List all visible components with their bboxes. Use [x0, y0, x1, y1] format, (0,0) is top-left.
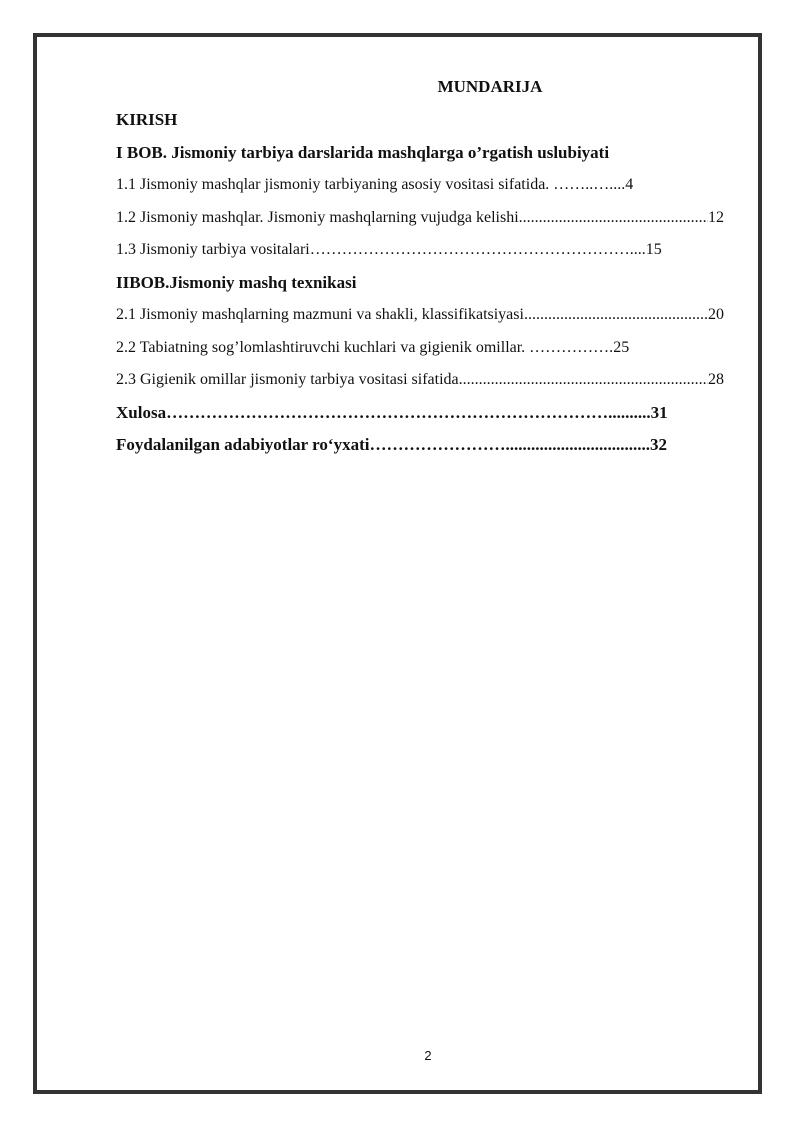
toc-entry-2-3	[116, 364, 724, 397]
page-title: MUNDARIJA	[437, 77, 543, 96]
toc-entry-text: 2.2 Tabiatning sog’lomlashtiruvchi kuchlari va gigienik omillar. …………….	[116, 338, 614, 356]
chapter1-heading: I BOB. Jismoniy tarbiya darslarida mashqlarga o’rgatish uslubiyati	[116, 142, 610, 162]
toc-entry-text: Foydalanilgan adabiyotlar ro‘yxati……………………..................................	[116, 435, 650, 454]
toc-entry-page: 15	[645, 241, 662, 258]
toc-entry-text: 1.3 Jismoniy tarbiya vositalari……………………………………………………....	[116, 241, 646, 258]
toc-entry-2-2	[116, 332, 724, 365]
toc-entry-page: 28	[708, 371, 724, 388]
toc-entry-text: 2.1 Jismoniy mashqlarning mazmuni va shakli, klassifikatsiyasi	[116, 306, 524, 323]
toc-entry-references	[116, 429, 724, 462]
toc-entry-1-2	[116, 202, 724, 235]
toc-entry-text: 1.1 Jismoniy mashqlar jismoniy tarbiyaning asosiy vositasi sifatida. ……..…....	[116, 176, 626, 193]
chapter2-heading: IIBOB.Jismoniy mashq texnikasi	[116, 272, 357, 292]
toc-entry-page: 4	[625, 176, 634, 193]
toc-entry-text: 1.2 Jismoniy mashqlar. Jismoniy mashqlarning vujudga kelishi	[116, 208, 519, 226]
toc-entry-page: 20	[708, 306, 724, 323]
toc-entry-page: 31	[650, 402, 668, 422]
page-number: 2	[424, 1048, 432, 1063]
toc-entry-1-1	[116, 169, 724, 202]
toc-entry-page: 32	[649, 435, 667, 454]
toc-entry-conclusion	[116, 397, 724, 430]
table-of-contents	[116, 70, 724, 462]
toc-entry-1-3	[116, 234, 724, 267]
toc-entry-2-1	[116, 299, 724, 332]
intro-heading: KIRISH	[116, 110, 178, 129]
toc-leader-dots	[459, 364, 708, 397]
toc-leader-dots	[524, 299, 708, 332]
toc-entry-text: Xulosa……………………………………………………………………..........	[116, 402, 651, 422]
toc-entry-text: 2.3 Gigienik omillar jismoniy tarbiya vositasi sifatida	[116, 371, 459, 388]
toc-entry-page: 25	[613, 338, 630, 356]
toc-entry-page: 12	[708, 208, 724, 226]
toc-leader-dots	[519, 202, 708, 235]
